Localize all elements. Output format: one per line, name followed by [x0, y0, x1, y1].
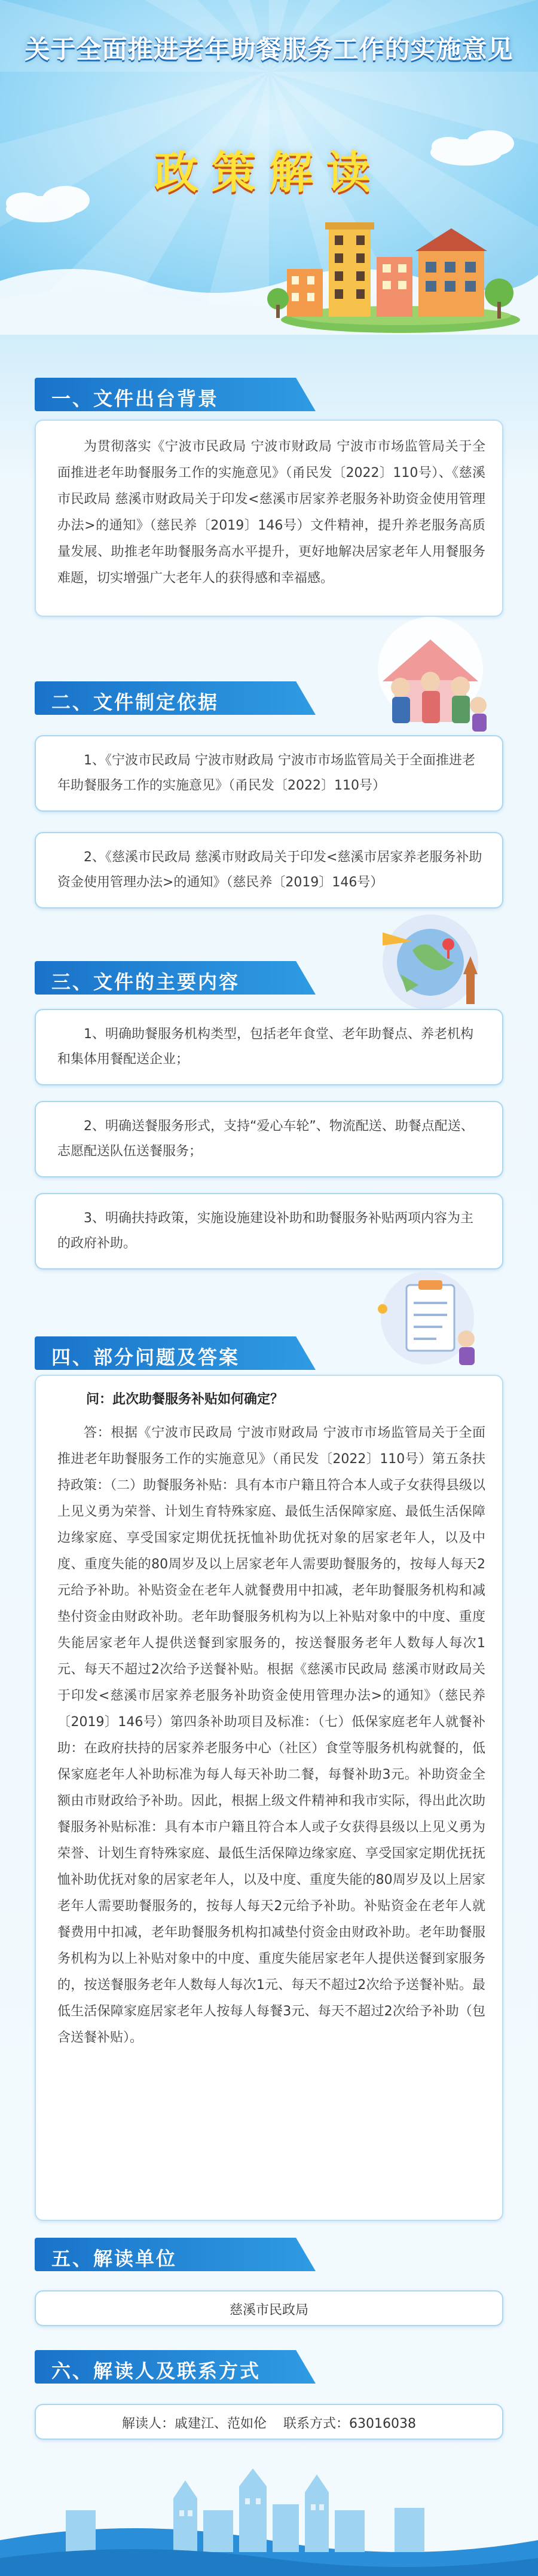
section-1-header	[35, 378, 316, 411]
city-skyline-illustration	[0, 2450, 538, 2576]
buildings-illustration	[263, 191, 526, 335]
section-5-title: 五、解读单位	[51, 2247, 178, 2270]
section-6-header	[35, 2350, 316, 2384]
unit-panel	[35, 2290, 503, 2326]
contact-text: 解读人：戚建江、范如伦 联系方式：63016038	[122, 2416, 416, 2431]
qa-panel	[35, 1375, 503, 2221]
basis-item-2-text: 2、《慈溪市民政局 慈溪市财政局关于印发<慈溪市居家养老服务补助资金使用管理办法>的通知》（慈民养〔2019〕146号）	[57, 850, 482, 890]
travel-globe-illustration	[359, 908, 502, 1016]
contact-panel	[35, 2404, 503, 2440]
content-item-1	[35, 1009, 503, 1085]
main-title: 关于全面推进老年助餐服务工作的实施意见	[25, 35, 513, 64]
section-2-header	[35, 681, 316, 715]
qa-answer: 答：根据《宁波市民政局 宁波市财政局 宁波市市场监管局关于全面推进老年助餐服务工作的实施意见》（甬民发〔2022〕110号）第五条扶持政策：（二）助餐服务补贴：具有本市户籍且符合本人或子女获得县级以上见义勇为荣誉、计划生育特殊家庭、最低生活保障家庭、最低生活保障边缘家庭、享受国家定期优抚抚恤补助优抚对象的居家老年人，以及中度、重度失能的80周岁及以上居家老年人需要助餐服务的，按每人每天2元给予补助。补贴资金在老年人就餐费用中扣减，老年助餐服务机构和减垫付资金由财政补助。老年助餐服务机构为以上补贴对象中的中度、重度失能居家老年人提供送餐到家服务的，按送餐服务老年人数每人每次1元、每天不超过2次给予送餐补贴。根据《慈溪市民政局 慈溪市财政局关于印发<慈溪市居家养老服务补助资金使用管理办法>的通知》（慈民养〔2019〕146号）第四条补助项目及标准：（七）低保家庭老年人就餐补助：在政府扶持的居家养老服务中心（社区）食堂等服务机构就餐的，低保家庭老年人补助标准为每人每天补助二餐，每餐补助3元。补助资金全额由市财政给予补助。因此，根据上级文件精神和我市实际，得出此次助餐服务补贴标准：具有本市户籍且符合本人或子女获得县级以上见义勇为荣誉、计划生育特殊家庭、最低生活保障边缘家庭、享受国家定期优抚抚恤补助优抚对象的居家老年人，以及中度、重度失能的80周岁及以上居家老年人需要助餐服务的，按每人每天2元给予补助。补贴资金在老年人就餐费用中扣减，老年助餐服务机构扣减垫付资金由财政补助。老年助餐服务机构为以上补贴对象中的中度、重度失能居家老年人提供送餐到家服务的，按送餐服务老年人数每人每次1元、每天不超过2次给予送餐补贴。最低生活保障家庭居家老年人按每人每餐3元、每天不超过2次给予补助（包含送餐补贴）。	[57, 1425, 485, 2045]
qa-question: 问：此次助餐服务补贴如何确定？	[86, 1392, 284, 1407]
content-item-3	[35, 1193, 503, 1269]
section-3-header	[35, 961, 316, 995]
section-3-title: 三、文件的主要内容	[51, 971, 240, 993]
content-item-2-text: 2、明确送餐服务形式，支持“爱心车轮”、物流配送、助餐点配送、志愿配送队伍送餐服务；	[57, 1119, 474, 1159]
section-1-title: 一、文件出台背景	[51, 387, 219, 410]
section-5-header	[35, 2238, 316, 2271]
basis-item-2	[35, 832, 503, 908]
clipboard-illustration	[359, 1267, 496, 1369]
content-item-2	[35, 1101, 503, 1177]
policy-interpretation-title: 政策解读	[154, 147, 384, 198]
background-panel	[35, 420, 503, 617]
content-item-3-text: 3、明确扶持政策，实施设施建设补助和助餐服务补贴两项内容为主的政府补助。	[57, 1211, 473, 1251]
section-4-title: 四、部分问题及答案	[51, 1346, 240, 1369]
content-item-1-text: 1、明确助餐服务机构类型，包括老年食堂、老年助餐点、养老机构和集体用餐配送企业；	[57, 1027, 473, 1067]
header-banner	[0, 0, 538, 335]
basis-item-1-text: 1、《宁波市民政局 宁波市财政局 宁波市市场监管局关于全面推进老年助餐服务工作的实施意见》（甬民发〔2022〕110号）	[57, 753, 475, 793]
background-text: 为贯彻落实《宁波市民政局 宁波市财政局 宁波市市场监管局关于全面推进老年助餐服务工作的实施意见》（甬民发〔2022〕110号）、《慈溪市民政局 慈溪市财政局关于印发<慈溪市居家养老服务补助资金使用管理办法>的通知》（慈民养〔2019〕146号）文件精神，提升养老服务高质量发展、助推老年助餐服务高水平提升，更好地解决居家老年人用餐服务难题，切实增强广大老年人的获得感和幸福感。	[57, 439, 485, 586]
section-6-title: 六、解读人及联系方式	[51, 2360, 261, 2382]
section-4-header	[35, 1336, 316, 1370]
basis-item-1	[35, 735, 503, 812]
section-2-title: 二、文件制定依据	[51, 691, 219, 714]
unit-text: 慈溪市民政局	[229, 2303, 308, 2318]
elderly-people-illustration	[359, 616, 502, 735]
